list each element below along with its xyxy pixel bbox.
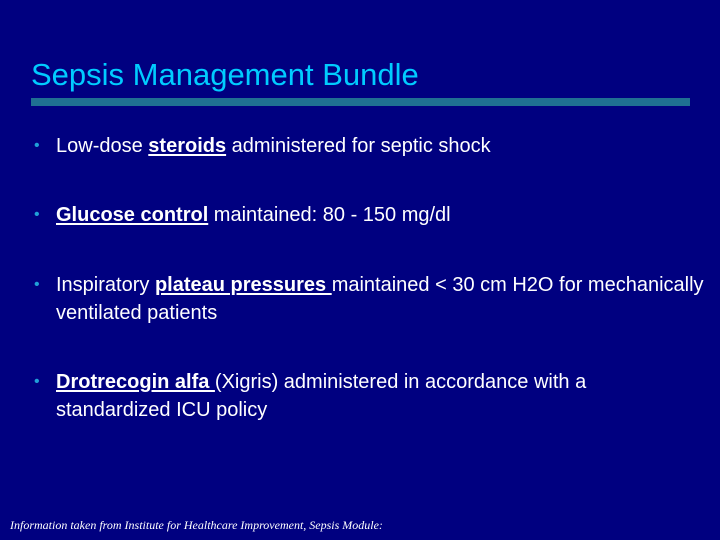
title-underline-rule [31, 98, 690, 106]
bullet-text-post: (Xigris) administered in accordance with a standardized ICU policy [56, 371, 587, 421]
bullet-text-emphasis: Glucose control [56, 204, 209, 226]
bullet-item-steroids [34, 132, 704, 160]
bullet-marker-icon: • [34, 206, 40, 223]
bullet-text-emphasis: steroids [148, 135, 227, 157]
bullet-item-plateau-pressures [34, 271, 704, 327]
bullet-marker-icon: • [34, 373, 40, 390]
bullet-text-post: maintained < 30 cm H2O for mechanically ventilated patients [56, 274, 704, 324]
bullet-item-glucose [34, 201, 704, 229]
bullet-text-emphasis: Drotrecogin alfa [56, 371, 215, 393]
bullet-text-post: maintained: 80 - 150 mg/dl [208, 204, 451, 226]
source-footnote: Information taken from Institute for Healthcare Improvement, Sepsis Module: [10, 518, 383, 532]
bullet-text-pre: Inspiratory [56, 274, 155, 296]
bullet-marker-icon: • [34, 276, 40, 293]
bullet-marker-icon: • [34, 137, 40, 154]
bullet-text-emphasis: plateau pressures [154, 274, 332, 296]
bullet-text-pre: Low-dose [56, 135, 149, 157]
bullet-item-drotrecogin [34, 368, 704, 424]
bullet-text-post: administered for septic shock [226, 135, 491, 157]
slide-title: Sepsis Management Bundle [31, 57, 419, 92]
